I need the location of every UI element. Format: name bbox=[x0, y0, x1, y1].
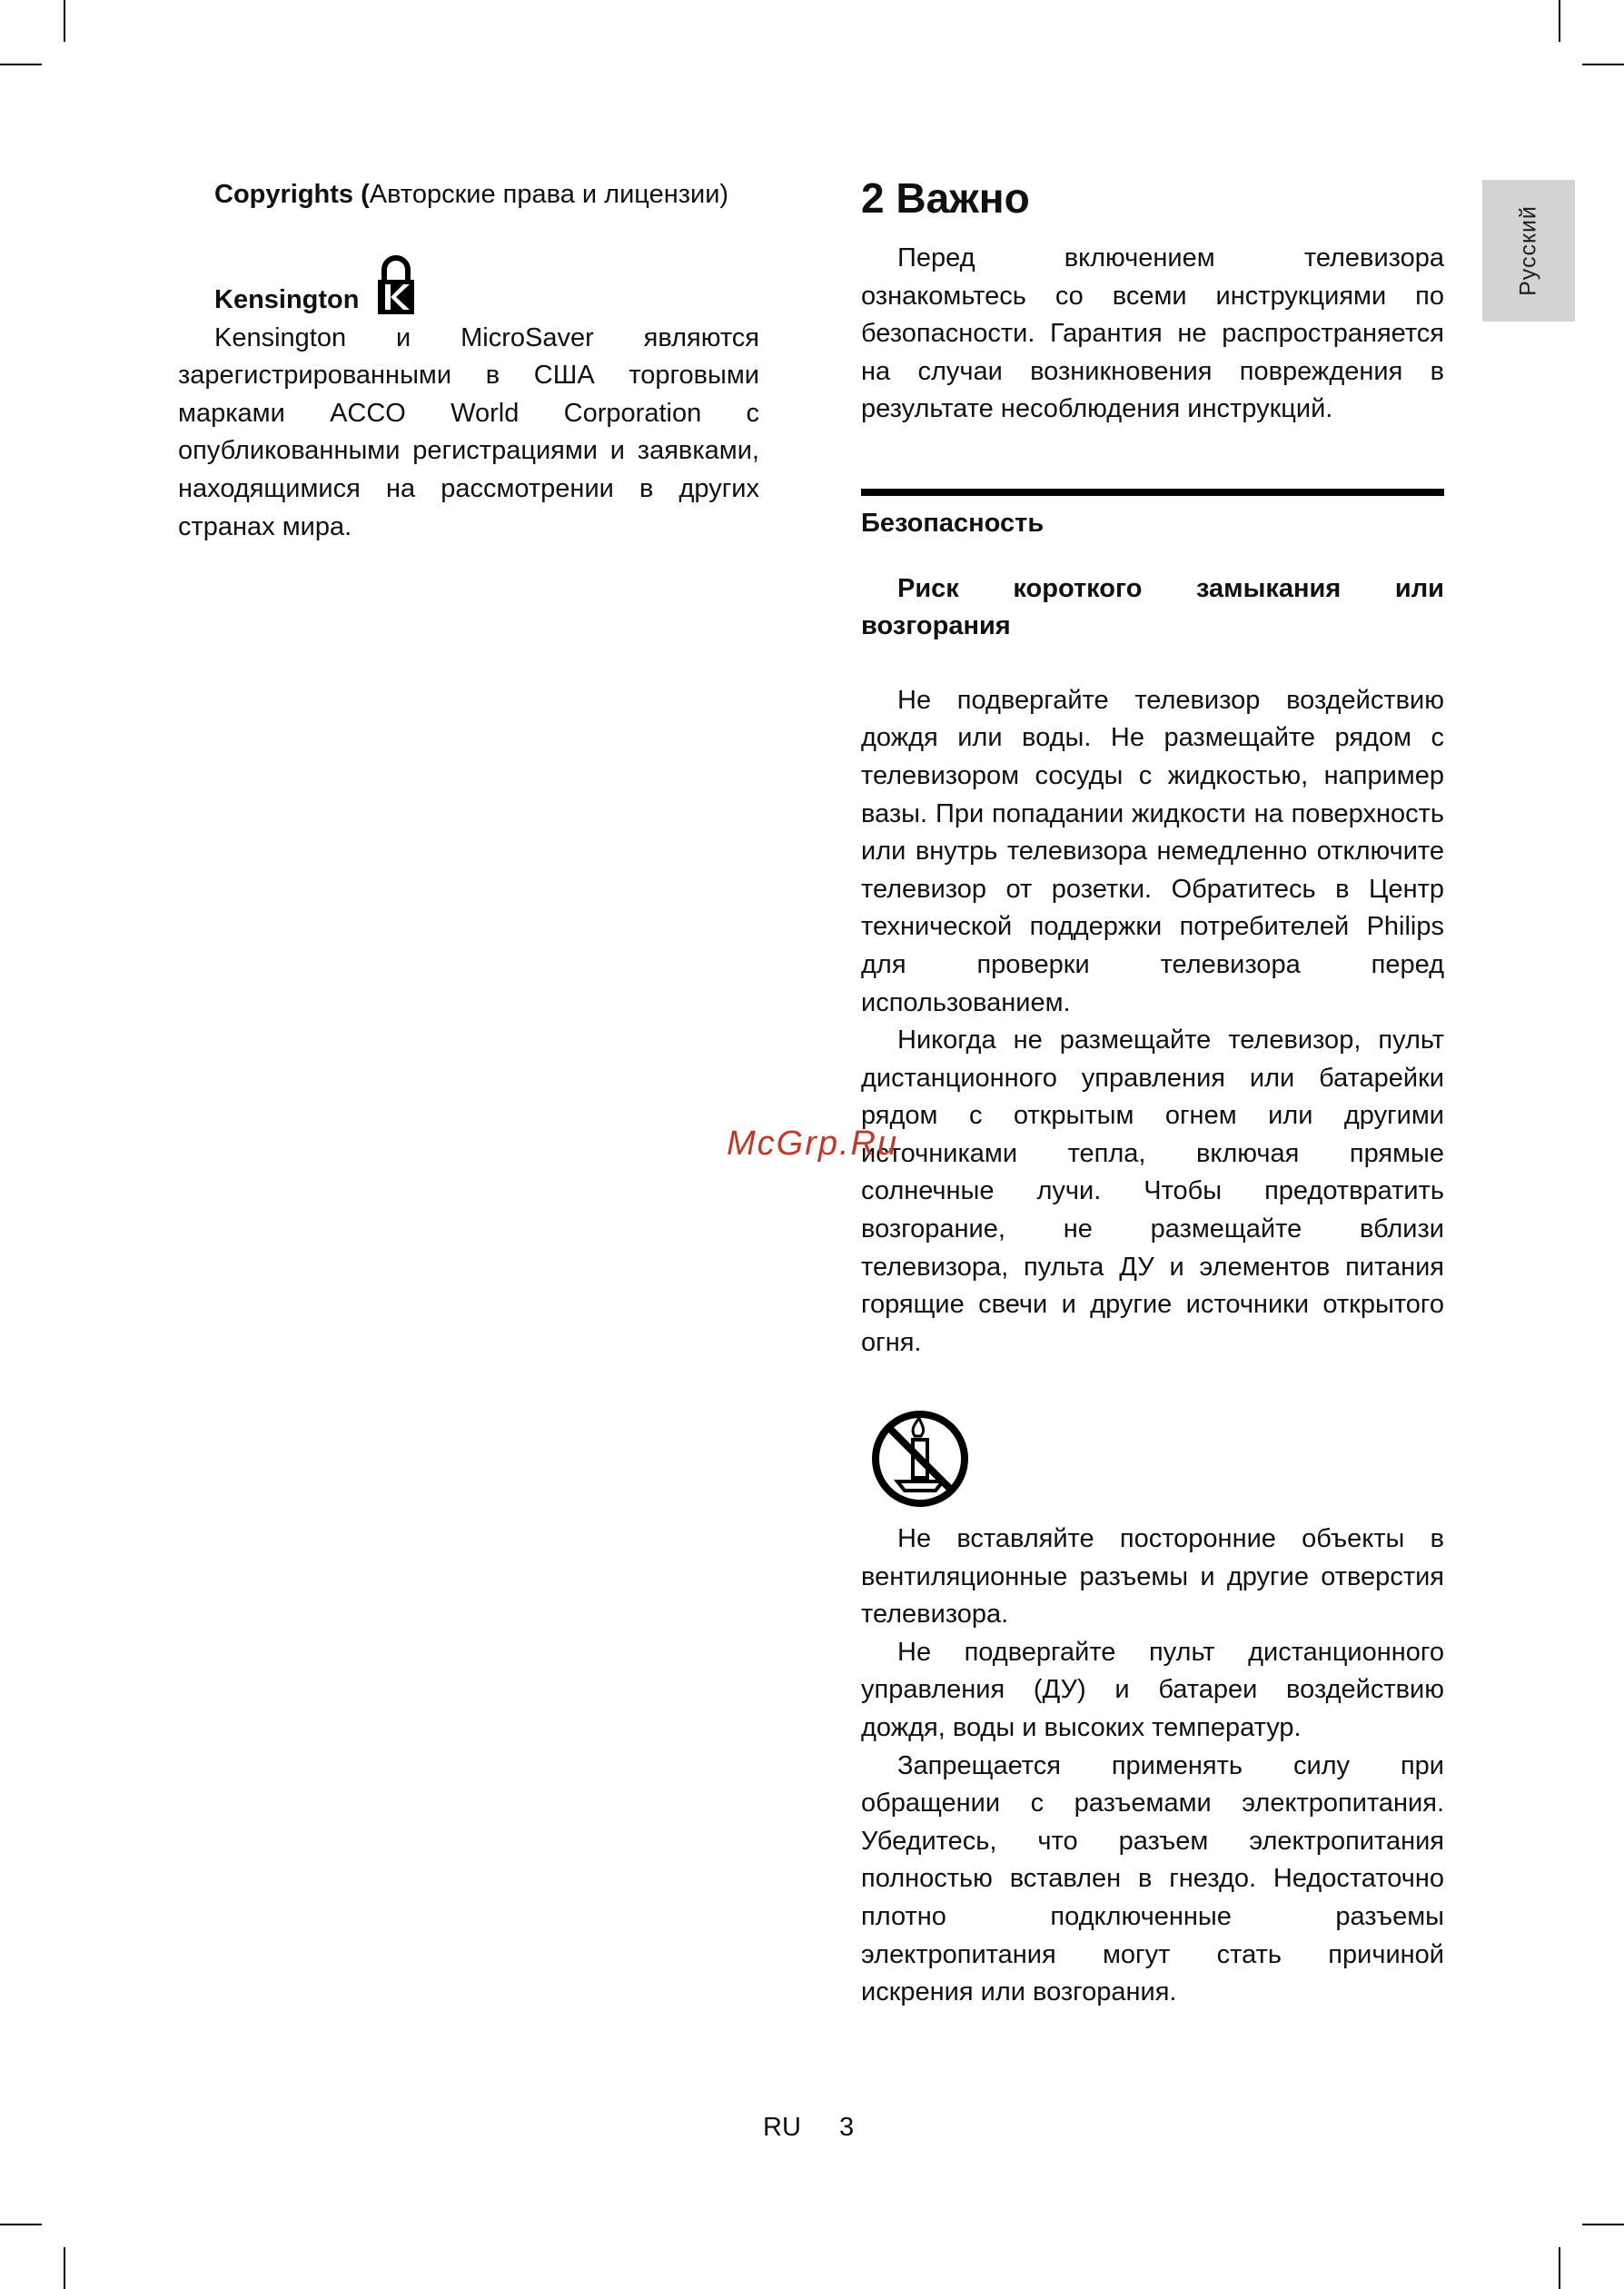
crop-mark bbox=[1559, 2247, 1560, 2289]
left-column bbox=[178, 173, 759, 546]
copyrights-heading bbox=[214, 173, 759, 214]
copyrights-bold: Copyrights ( bbox=[214, 180, 370, 209]
paragraph-power-connectors: Запрещается применять силу при обращении с разъемами электропитания. Убедитесь, что разъем электропитания полностью вставлен в гнездо. Недостаточно плотно подключенные разъемы электропитания могут стать причиной искрения или возгорания. bbox=[861, 1750, 1444, 2007]
language-tab bbox=[1482, 180, 1575, 322]
crop-mark bbox=[1559, 0, 1560, 42]
section-title: Безопасность bbox=[861, 508, 1045, 538]
right-column bbox=[861, 165, 1444, 2012]
page-title: 2 Важно bbox=[861, 174, 1030, 222]
footer-lang: RU bbox=[763, 2113, 801, 2142]
paragraph-rain-water: Не подвергайте телевизор воздействию дождя или воды. Не размещайте рядом с телевизором сосуды с жидкостью, например вазы. При попадании жидкости на поверхность или внутрь телевизора немедленно отключите телевизор от розетки. Обратитесь в Центр технической поддержки потребителей Philips для проверки телевизора перед использованием. bbox=[861, 685, 1444, 1017]
paragraph-open-fire: Никогда не размещайте телевизор, пульт дистанционного управления или батарейки рядом с открытым огнем или другими источниками тепла, включая прямые солнечные лучи. Чтобы предотвратить возгорание, не размещайте вблизи телевизора, пульта ДУ и элементов питания горящие свечи и другие источники открытого огня. bbox=[861, 1026, 1444, 1357]
page-footer bbox=[763, 2109, 854, 2145]
crop-mark bbox=[1582, 64, 1624, 65]
language-tab-label: Русский bbox=[1515, 205, 1541, 296]
crop-mark bbox=[64, 2247, 65, 2289]
paragraph-remote: Не подвергайте пульт дистанционного управления (ДУ) и батареи воздействию дождя, воды и высоких температур. bbox=[861, 1637, 1444, 1742]
crop-mark bbox=[0, 64, 42, 65]
no-candle-icon bbox=[870, 1409, 970, 1509]
kensington-title: Kensington bbox=[214, 285, 360, 314]
watermark: McGrp.Ru bbox=[727, 1125, 899, 1163]
paragraph-ventilation: Не вставляйте посторонние объекты в вентиляционные разъемы и другие отверстия телевизора. bbox=[861, 1524, 1444, 1630]
page-number: 3 bbox=[839, 2113, 855, 2142]
kensington-text: Kensington и MicroSaver являются зарегистрированными в США торговыми марками ACCO World Corporation с опубликованными регистрациями и заявками, находящимися на рассмотрении в других странах мира. bbox=[178, 322, 759, 541]
kensington-heading-row bbox=[214, 282, 759, 320]
crop-mark bbox=[0, 2224, 42, 2225]
kensington-lock-icon bbox=[376, 254, 416, 314]
crop-mark bbox=[64, 0, 65, 42]
copyrights-rest: Авторские права и лицензии) bbox=[369, 180, 729, 209]
subheading: Риск короткого замыкания или возгорания bbox=[861, 573, 1444, 641]
crop-mark bbox=[1582, 2224, 1624, 2225]
section-divider bbox=[861, 489, 1444, 496]
intro-paragraph: Перед включением телевизора ознакомьтесь со всеми инструкциями по безопасности. Гарантия не распространяется на случаи возникновения повреждения в результате несоблюдения инструкций. bbox=[861, 243, 1444, 424]
